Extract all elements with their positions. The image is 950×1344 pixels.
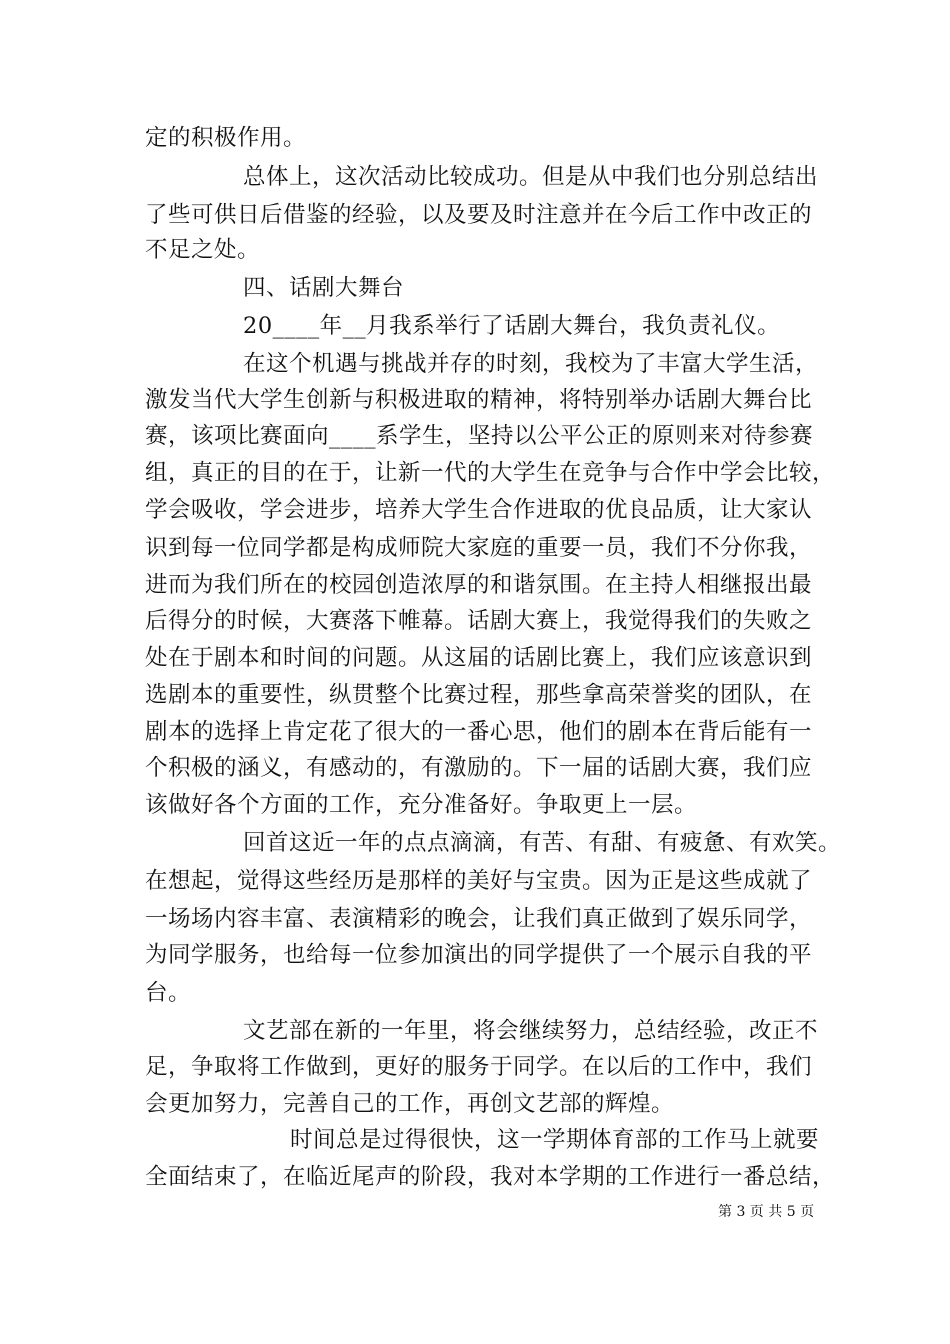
text-line: 会更加努力，完善自己的工作，再创文艺部的辉煌。: [145, 1091, 675, 1117]
text-line: 了些可供日后借鉴的经验，以及要及时注意并在今后工作中改正的: [145, 202, 813, 228]
text-line: 选剧本的重要性，纵贯整个比赛过程，那些拿高荣誉奖的团队，在: [145, 682, 813, 708]
text-line: 20____年__月我系举行了话剧大舞台，我负责礼仪。: [243, 313, 781, 339]
section-heading: 四、话剧大舞台: [243, 275, 405, 301]
text-line: 时间总是过得很快，这一学期体育部的工作马上就要: [290, 1127, 820, 1153]
text-line: 该做好各个方面的工作，充分准备好。争取更上一层。: [145, 792, 698, 818]
text-line: 文艺部在新的一年里，将会继续努力，总结经验，改正不: [243, 1018, 819, 1044]
text-line: 组，真正的目的在于，让新一代的大学生在竞争与合作中学会比较，: [145, 460, 836, 486]
text-line: 总体上，这次活动比较成功。但是从中我们也分别总结出: [243, 164, 819, 190]
text-line: 台。: [145, 980, 192, 1006]
text-line: 学会吸收，学会进步，培养大学生合作进取的优良品质，让大家认: [145, 497, 813, 523]
text-line: 全面结束了，在临近尾声的阶段，我对本学期的工作进行一番总结，: [145, 1164, 836, 1190]
text-line: 为同学服务，也给每一位参加演出的同学提供了一个展示自我的平: [145, 942, 813, 968]
text-line: 在想起，觉得这些经历是那样的美好与宝贵。因为正是这些成就了: [145, 868, 813, 894]
text-line: 足，争取将工作做到，更好的服务于同学。在以后的工作中，我们: [145, 1054, 813, 1080]
text-line: 一场场内容丰富、表演精彩的晚会，让我们真正做到了娱乐同学，: [145, 906, 813, 932]
text-line: 后得分的时候，大赛落下帷幕。话剧大赛上，我觉得我们的失败之: [145, 608, 813, 634]
text-line: 在这个机遇与挑战并存的时刻，我校为了丰富大学生活，: [243, 351, 819, 377]
text-line: 回首这近一年的点点滴滴，有苦、有甜、有疲惫、有欢笑。: [243, 830, 842, 856]
text-line: 进而为我们所在的校园创造浓厚的和谐氛围。在主持人相继报出最: [145, 572, 813, 598]
text-line: 定的积极作用。: [145, 125, 307, 151]
text-line: 识到每一位同学都是构成师院大家庭的重要一员，我们不分你我，: [145, 535, 813, 561]
text-line: 个积极的涵义，有感动的，有激励的。下一届的话剧大赛，我们应: [145, 755, 813, 781]
page-number: 第 3 页 共 5 页: [718, 1204, 815, 1220]
text-line: 不足之处。: [145, 237, 261, 263]
text-line: 激发当代大学生创新与积极进取的精神，将特别举办话剧大舞台比: [145, 387, 813, 413]
text-line: 剧本的选择上肯定花了很大的一番心思，他们的剧本在背后能有一: [145, 719, 813, 745]
text-line: 处在于剧本和时间的问题。从这届的话剧比赛上，我们应该意识到: [145, 645, 813, 671]
text-line: 赛，该项比赛面向____系学生，坚持以公平公正的原则来对待参赛: [145, 423, 814, 449]
